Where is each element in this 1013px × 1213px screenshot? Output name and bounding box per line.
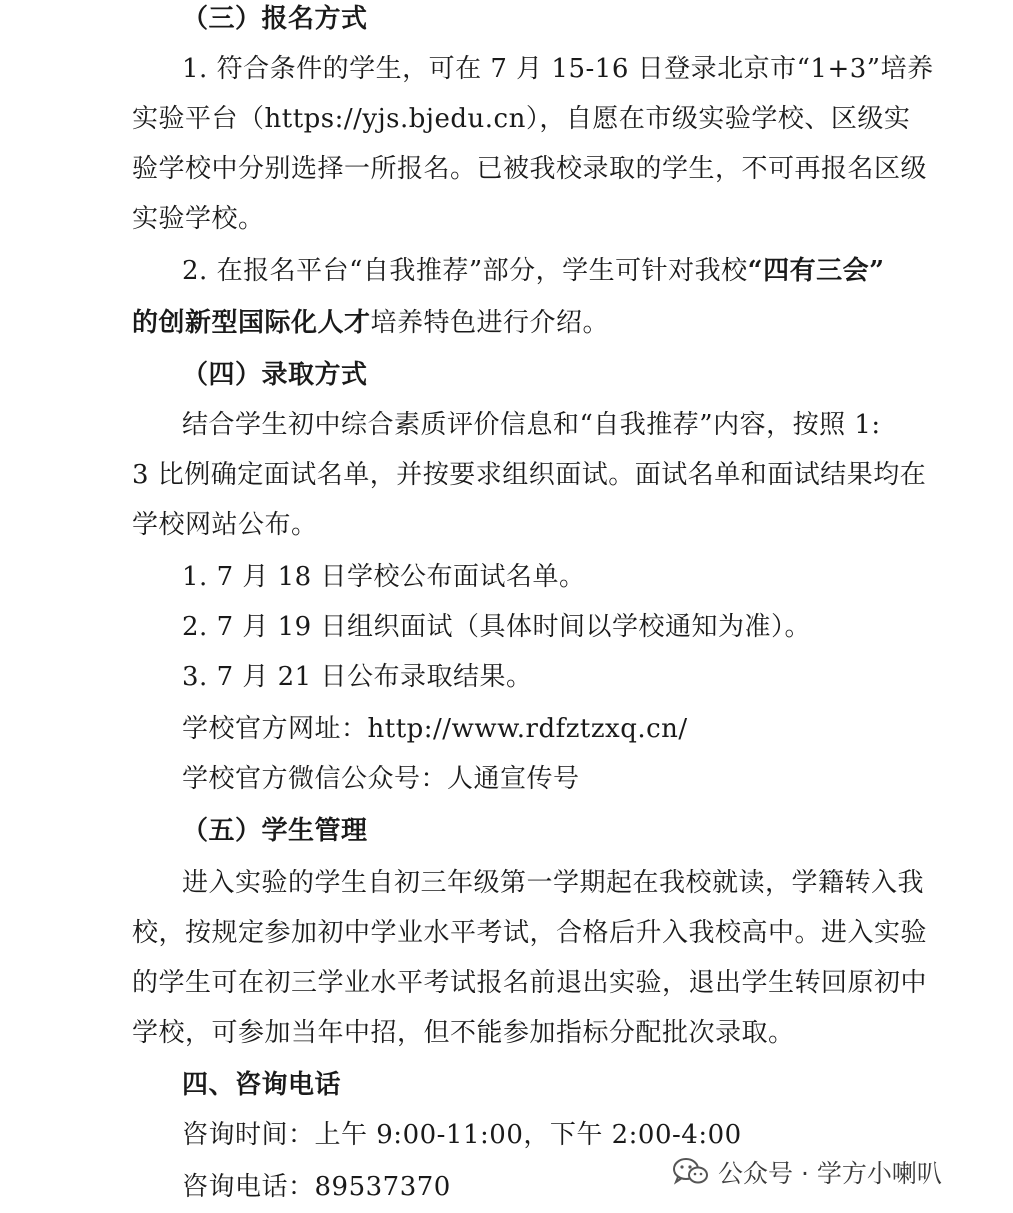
list-item: 3. 7 月 21 日公布录取结果。 (182, 662, 533, 692)
paragraph-line: 实验平台（https://yjs.bjedu.cn），自愿在市级实验学校、区级实 (132, 104, 911, 134)
school-wechat: 学校官方微信公众号：人通宣传号 (182, 764, 580, 794)
consult-time: 咨询时间：上午 9:00-11:00，下午 2:00-4:00 (182, 1120, 742, 1150)
section-heading-student-management: （五）学生管理 (182, 816, 368, 846)
paragraph-line (182, 246, 942, 296)
section-heading-admission: （四）录取方式 (182, 360, 368, 390)
watermark (672, 1152, 942, 1192)
list-item: 1. 7 月 18 日学校公布面试名单。 (182, 562, 586, 592)
paragraph-line: 学校网站公布。 (132, 510, 318, 540)
list-item: 2. 7 月 19 日组织面试（具体时间以学校通知为准）。 (182, 612, 811, 642)
paragraph-line: 1. 符合条件的学生，可在 7 月 15-16 日登录北京市“1+3”培养 (182, 54, 934, 84)
paragraph-line: 的学生可在初三学业水平考试报名前退出实验，退出学生转回原初中 (132, 968, 928, 998)
paragraph-line: 结合学生初中综合素质评价信息和“自我推荐”内容，按照 1: (182, 410, 881, 440)
paragraph-line: 校，按规定参加初中学业水平考试，合格后升入我校高中。进入实验 (132, 918, 928, 948)
school-website: 学校官方网址：http://www.rdfztzxq.cn/ (182, 714, 688, 744)
paragraph-line: 实验学校。 (132, 204, 265, 234)
section-heading-contact: 四、咨询电话 (182, 1070, 342, 1100)
watermark-text: 公众号 · 学方小喇叭 (718, 1159, 942, 1188)
paragraph-line: 进入实验的学生自初三年级第一学期起在我校就读，学籍转入我 (182, 868, 925, 898)
paragraph-text: 2. 在报名平台“自我推荐”部分，学生可针对我校 (182, 256, 748, 286)
consult-phone: 咨询电话：89537370 (182, 1172, 451, 1202)
wechat-icon (672, 1156, 710, 1188)
paragraph-line: 3 比例确定面试名单，并按要求组织面试。面试名单和面试结果均在 (132, 460, 927, 490)
section-heading-registration: （三）报名方式 (182, 4, 368, 34)
paragraph-line: 验学校中分别选择一所报名。已被我校录取的学生，不可再报名区级 (132, 154, 928, 184)
paragraph-line (132, 298, 892, 348)
bold-phrase: “四有三会” (747, 256, 885, 286)
paragraph-text: 培养特色进行介绍。 (370, 308, 610, 338)
paragraph-line: 学校，可参加当年中招，但不能参加指标分配批次录取。 (132, 1018, 795, 1048)
bold-phrase: 的创新型国际化人才 (132, 308, 371, 338)
